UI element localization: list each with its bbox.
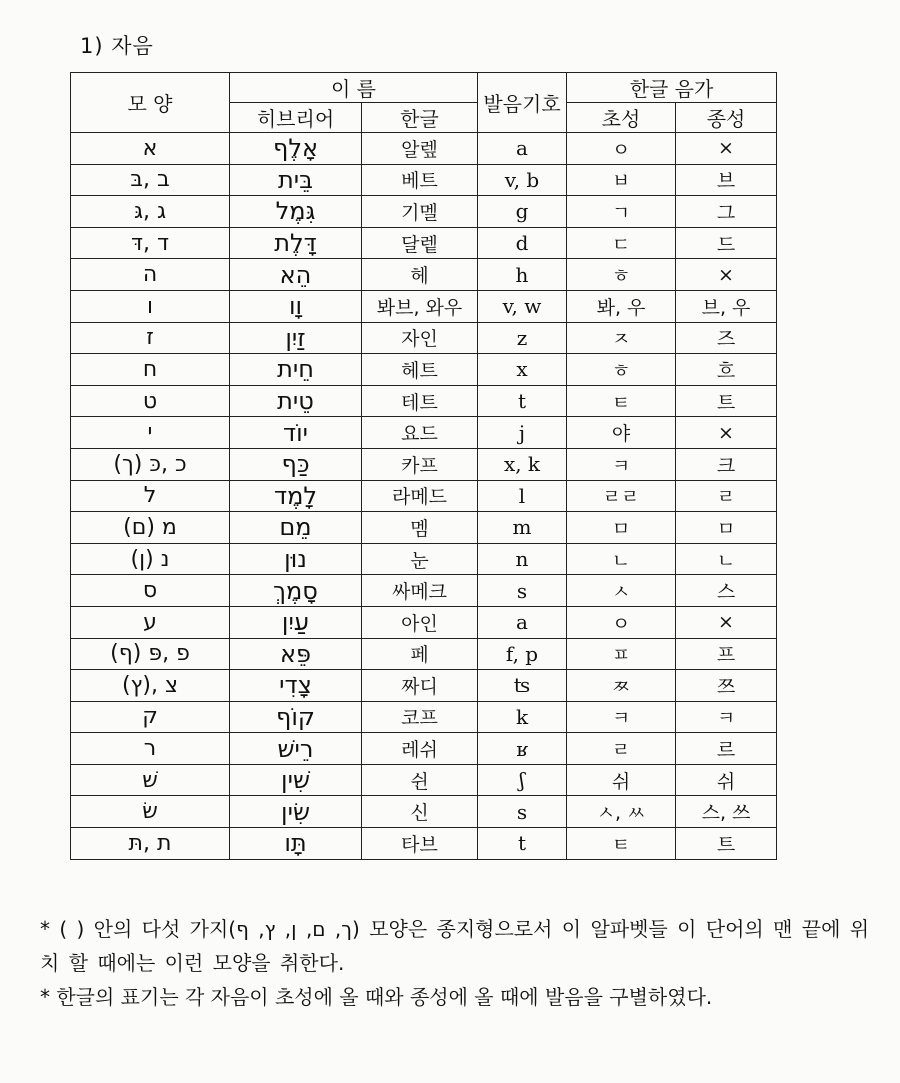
table-row <box>71 322 777 354</box>
letter-shape: ז <box>71 322 230 354</box>
hebrew-name: עַיִן <box>230 606 362 638</box>
table-row <box>71 638 777 670</box>
pronunciation-symbol: k <box>478 701 567 733</box>
letter-shape: ר <box>71 733 230 765</box>
korean-name: 베트 <box>362 164 478 196</box>
initial-sound: ㅂ <box>567 164 676 196</box>
final-sound: × <box>676 133 777 165</box>
letter-shape: שׁ <box>71 764 230 796</box>
final-sound: ㅁ <box>676 512 777 544</box>
hebrew-name: שִׁין <box>230 764 362 796</box>
table-row <box>71 227 777 259</box>
letter-shape: ל <box>71 480 230 512</box>
korean-name: 자인 <box>362 322 478 354</box>
letter-shape: י <box>71 417 230 449</box>
table-row <box>71 543 777 575</box>
letter-shape: ח <box>71 354 230 386</box>
letter-shape: א <box>71 133 230 165</box>
korean-name: 레쉬 <box>362 733 478 765</box>
initial-sound: ㅌ <box>567 828 676 860</box>
letter-shape: ק <box>71 701 230 733</box>
initial-sound: ㅎ <box>567 259 676 291</box>
hebrew-name: טֵית <box>230 385 362 417</box>
initial-sound: ㅋ <box>567 701 676 733</box>
letter-shape: צ ,(ץ) <box>71 670 230 702</box>
korean-name: 타브 <box>362 828 478 860</box>
pronunciation-symbol: x, k <box>478 448 567 480</box>
final-sound: 크 <box>676 448 777 480</box>
korean-name: 카프 <box>362 448 478 480</box>
hebrew-name: יוֹד <box>230 417 362 449</box>
footnotes <box>40 912 870 1014</box>
pronunciation-symbol: v, b <box>478 164 567 196</box>
final-sound: × <box>676 606 777 638</box>
pronunciation-symbol: t <box>478 828 567 860</box>
hebrew-name: שִׂין <box>230 796 362 828</box>
final-sound: 스, 쓰 <box>676 796 777 828</box>
hebrew-name: הֵא <box>230 259 362 291</box>
hebrew-name: בֵּית <box>230 164 362 196</box>
initial-sound: ㅈ <box>567 322 676 354</box>
hebrew-name: דָּלֶת <box>230 227 362 259</box>
footnote-korean-notation: * 한글의 표기는 각 자음이 초성에 올 때와 종성에 올 때에 발음을 구별하였다. <box>40 985 713 1009</box>
korean-name: 요드 <box>362 417 478 449</box>
hebrew-name: נוּן <box>230 543 362 575</box>
initial-sound: 쉬 <box>567 764 676 796</box>
final-sound: ㄹ <box>676 480 777 512</box>
initial-sound: 야 <box>567 417 676 449</box>
pronunciation-symbol: s <box>478 575 567 607</box>
final-sound: ㄴ <box>676 543 777 575</box>
korean-name: 테트 <box>362 385 478 417</box>
table-row <box>71 417 777 449</box>
initial-sound: ㄹ <box>567 733 676 765</box>
final-sound: 브 <box>676 164 777 196</box>
header-pronunciation: 발음기호 <box>478 73 567 133</box>
hebrew-name: זַיִן <box>230 322 362 354</box>
letter-shape: ט <box>71 385 230 417</box>
final-sound: 프 <box>676 638 777 670</box>
pronunciation-symbol: f, p <box>478 638 567 670</box>
final-sound: 드 <box>676 227 777 259</box>
consonant-table <box>70 72 777 860</box>
header-initial: 초성 <box>567 103 676 133</box>
table-row <box>71 259 777 291</box>
hebrew-name: כַּף <box>230 448 362 480</box>
hebrew-name: אָלֶף <box>230 133 362 165</box>
initial-sound: ㄴ <box>567 543 676 575</box>
pronunciation-symbol: t <box>478 385 567 417</box>
korean-name: 눈 <box>362 543 478 575</box>
korean-name: 멤 <box>362 512 478 544</box>
hebrew-name: צָדִי <box>230 670 362 702</box>
final-sound: 르 <box>676 733 777 765</box>
korean-name: 페 <box>362 638 478 670</box>
pronunciation-symbol: h <box>478 259 567 291</box>
letter-shape: שׂ <box>71 796 230 828</box>
table-row <box>71 733 777 765</box>
initial-sound: ㅇ <box>567 133 676 165</box>
header-hebrew-name: 히브리어 <box>230 103 362 133</box>
table-row <box>71 512 777 544</box>
table-row <box>71 196 777 228</box>
hebrew-name: וָו <box>230 290 362 322</box>
header-final: 종성 <box>676 103 777 133</box>
initial-sound: ㅋ <box>567 448 676 480</box>
hebrew-name: מֵם <box>230 512 362 544</box>
korean-name: 기멜 <box>362 196 478 228</box>
table-row <box>71 575 777 607</box>
hebrew-name: פֵּא <box>230 638 362 670</box>
korean-name: 헤트 <box>362 354 478 386</box>
korean-name: 헤 <box>362 259 478 291</box>
letter-shape: ס <box>71 575 230 607</box>
table-row <box>71 133 777 165</box>
pronunciation-symbol: x <box>478 354 567 386</box>
initial-sound: ㄷ <box>567 227 676 259</box>
table-row <box>71 290 777 322</box>
table-row <box>71 385 777 417</box>
table-row <box>71 448 777 480</box>
initial-sound: ㄱ <box>567 196 676 228</box>
header-name: 이 름 <box>230 73 478 103</box>
letter-shape: כ ,כּ (ך) <box>71 448 230 480</box>
table-row <box>71 606 777 638</box>
hebrew-name: סָמֶךְ <box>230 575 362 607</box>
letter-shape: ע <box>71 606 230 638</box>
table-row <box>71 164 777 196</box>
final-sound: 트 <box>676 828 777 860</box>
korean-name: 코프 <box>362 701 478 733</box>
final-sound: × <box>676 417 777 449</box>
letter-shape: ג ,גּ <box>71 196 230 228</box>
letter-shape: פ ,פּ (ף) <box>71 638 230 670</box>
initial-sound: ㅉ <box>567 670 676 702</box>
initial-sound: ㅌ <box>567 385 676 417</box>
hebrew-name: לָמֶד <box>230 480 362 512</box>
table-row <box>71 701 777 733</box>
letter-shape: ד ,דּ <box>71 227 230 259</box>
korean-name: 싸메크 <box>362 575 478 607</box>
pronunciation-symbol: n <box>478 543 567 575</box>
table-row <box>71 764 777 796</box>
table-body <box>71 133 777 860</box>
hebrew-name: רֵישׁ <box>230 733 362 765</box>
letter-shape: ו <box>71 290 230 322</box>
initial-sound: ㄹㄹ <box>567 480 676 512</box>
hebrew-name: גִּמֶל <box>230 196 362 228</box>
section-title: 1) 자음 <box>80 34 154 58</box>
pronunciation-symbol: a <box>478 606 567 638</box>
initial-sound: ㅍ <box>567 638 676 670</box>
pronunciation-symbol: ʁ <box>478 733 567 765</box>
korean-name: 짜디 <box>362 670 478 702</box>
pronunciation-symbol: a <box>478 133 567 165</box>
final-sound: 즈 <box>676 322 777 354</box>
final-sound: 그 <box>676 196 777 228</box>
final-sound: ㅋ <box>676 701 777 733</box>
table-row <box>71 828 777 860</box>
korean-name: 쉰 <box>362 764 478 796</box>
letter-shape: ת ,תּ <box>71 828 230 860</box>
initial-sound: ㅅ, ㅆ <box>567 796 676 828</box>
pronunciation-symbol: g <box>478 196 567 228</box>
korean-name: 아인 <box>362 606 478 638</box>
table-row <box>71 670 777 702</box>
letter-shape: מ (ם) <box>71 512 230 544</box>
korean-name: 달렡 <box>362 227 478 259</box>
korean-name: 봐브, 와우 <box>362 290 478 322</box>
hebrew-name: קוֹף <box>230 701 362 733</box>
pronunciation-symbol: ʃ <box>478 764 567 796</box>
final-sound: 흐 <box>676 354 777 386</box>
header-korean-name: 한글 <box>362 103 478 133</box>
pronunciation-symbol: z <box>478 322 567 354</box>
initial-sound: ㅇ <box>567 606 676 638</box>
korean-name: 라메드 <box>362 480 478 512</box>
final-sound: 스 <box>676 575 777 607</box>
table-row <box>71 480 777 512</box>
final-sound: 브, 우 <box>676 290 777 322</box>
final-sound: 쯔 <box>676 670 777 702</box>
pronunciation-symbol: v, w <box>478 290 567 322</box>
table-row <box>71 796 777 828</box>
korean-name: 알렢 <box>362 133 478 165</box>
initial-sound: ㅎ <box>567 354 676 386</box>
initial-sound: 봐, 우 <box>567 290 676 322</box>
pronunciation-symbol: l <box>478 480 567 512</box>
pronunciation-symbol: ʦ <box>478 670 567 702</box>
letter-shape: ה <box>71 259 230 291</box>
pronunciation-symbol: j <box>478 417 567 449</box>
initial-sound: ㅁ <box>567 512 676 544</box>
initial-sound: ㅅ <box>567 575 676 607</box>
korean-name: 신 <box>362 796 478 828</box>
final-sound: 쉬 <box>676 764 777 796</box>
hebrew-name: תָּו <box>230 828 362 860</box>
footnote-final-forms: * ( ) 안의 다섯 가지(ך, ם, ן, ץ, ף) 모양은 종지형으로서 이 알파벳들 이 단어의 맨 끝에 위치 할 때에는 이런 모양을 취한다. <box>40 917 870 975</box>
pronunciation-symbol: d <box>478 227 567 259</box>
header-korean-sound: 한글 음가 <box>567 73 777 103</box>
letter-shape: נ (ן) <box>71 543 230 575</box>
table-row <box>71 354 777 386</box>
letter-shape: ב ,בּ <box>71 164 230 196</box>
hebrew-name: חֵית <box>230 354 362 386</box>
final-sound: 트 <box>676 385 777 417</box>
header-shape: 모 양 <box>71 73 230 133</box>
pronunciation-symbol: s <box>478 796 567 828</box>
pronunciation-symbol: m <box>478 512 567 544</box>
final-sound: × <box>676 259 777 291</box>
